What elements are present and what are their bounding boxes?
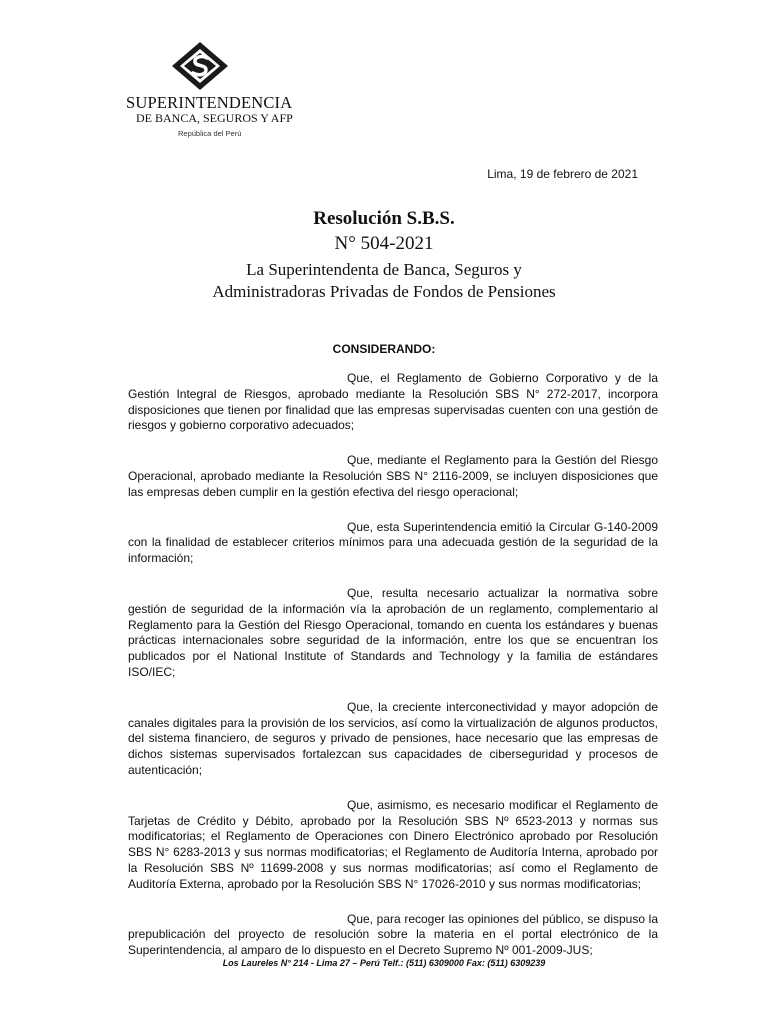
resolution-title: Resolución S.B.S. <box>313 208 455 229</box>
paragraph: Que, mediante el Reglamento para la Gestión del Riesgo Operacional, aprobado mediante la Resolución SBS N° 2116-2009, se incluyen disposiciones que las empresas deben cumplir en la gestión efectiva del riesgo operacional; <box>128 453 658 499</box>
sbs-logo <box>120 38 305 148</box>
paragraph: Que, resulta necesario actualizar la normativa sobre gestión de seguridad de la información vía la aprobación de un reglamento, complementario al Reglamento para la Gestión del Riesgo Operacional, tomando en cuenta los estándares y buenas prácticas internacionales sobre seguridad de la información, entre los que se encuentran los publicados por el National Institute of Standards and Technology y la familia de estándares ISO/IEC; <box>128 585 658 679</box>
logo-subtitle: DE BANCA, SEGUROS Y AFP <box>136 111 293 125</box>
considerando-heading: CONSIDERANDO: <box>332 342 436 356</box>
paragraph: Que, el Reglamento de Gobierno Corporativo y de la Gestión Integral de Riesgos, aprobado mediante la Resolución SBS N° 272-2017, incorpora disposiciones que tienen por finalidad que las empresas supervisadas cuenten con una gestión de riesgos y gobierno corporativo adecuados; <box>128 371 658 433</box>
resolution-number: N° 504-2021 <box>334 233 434 254</box>
paragraph: Que, la creciente interconectividad y mayor adopción de canales digitales para la provisión de los servicios, así como la virtualización de algunos productos, del sistema financiero, de seguros y privado de pensiones, hace necesario que las empresas de dichos sistemas supervisados fortalezcan sus capacidades de ciberseguridad y procesos de autenticación; <box>128 699 658 777</box>
authority-line-2: Administradoras Privadas de Fondos de Pensiones <box>212 282 556 301</box>
authority-line-1: La Superintendenta de Banca, Seguros y <box>246 260 522 279</box>
document-date: Lima, 19 de febrero de 2021 <box>487 167 638 181</box>
paragraph: Que, esta Superintendencia emitió la Circular G-140-2009 con la finalidad de establecer criterios mínimos para una adecuada gestión de la seguridad de la información; <box>128 519 658 566</box>
footer-address: Los Laureles N° 214 - Lima 27 – Perú Telf.: (511) 6309000 Fax: (511) 6309239 <box>222 958 546 968</box>
paragraph: Que, asimismo, es necesario modificar el Reglamento de Tarjetas de Crédito y Débito, aprobado por la Resolución SBS Nº 6523-2013 y normas sus modificatorias; el Reglamento de Operaciones con Dinero Electrónico aprobado por Resolución SBS N° 6283-2013 y sus normas modificatorias; el Reglamento de Auditoría Interna, aprobado por la Resolución SBS Nº 11699-2008 y sus normas modificatorias; así como el Reglamento de Auditoría Externa, aprobado por la Resolución SBS N° 17026-2010 y sus normas modificatorias; <box>128 797 658 891</box>
considerando-body <box>128 371 658 978</box>
logo-title: SUPERINTENDENCIA <box>126 93 293 112</box>
paragraph: Que, para recoger las opiniones del público, se dispuso la prepublicación del proyecto de resolución sobre la materia en el portal electrónico de la Superintendencia, al amparo de lo dispuesto en el Decreto Supremo Nº 001-2009-JUS; <box>128 911 658 958</box>
logo-country: República del Perú <box>178 129 242 138</box>
sbs-emblem-icon <box>172 42 228 90</box>
